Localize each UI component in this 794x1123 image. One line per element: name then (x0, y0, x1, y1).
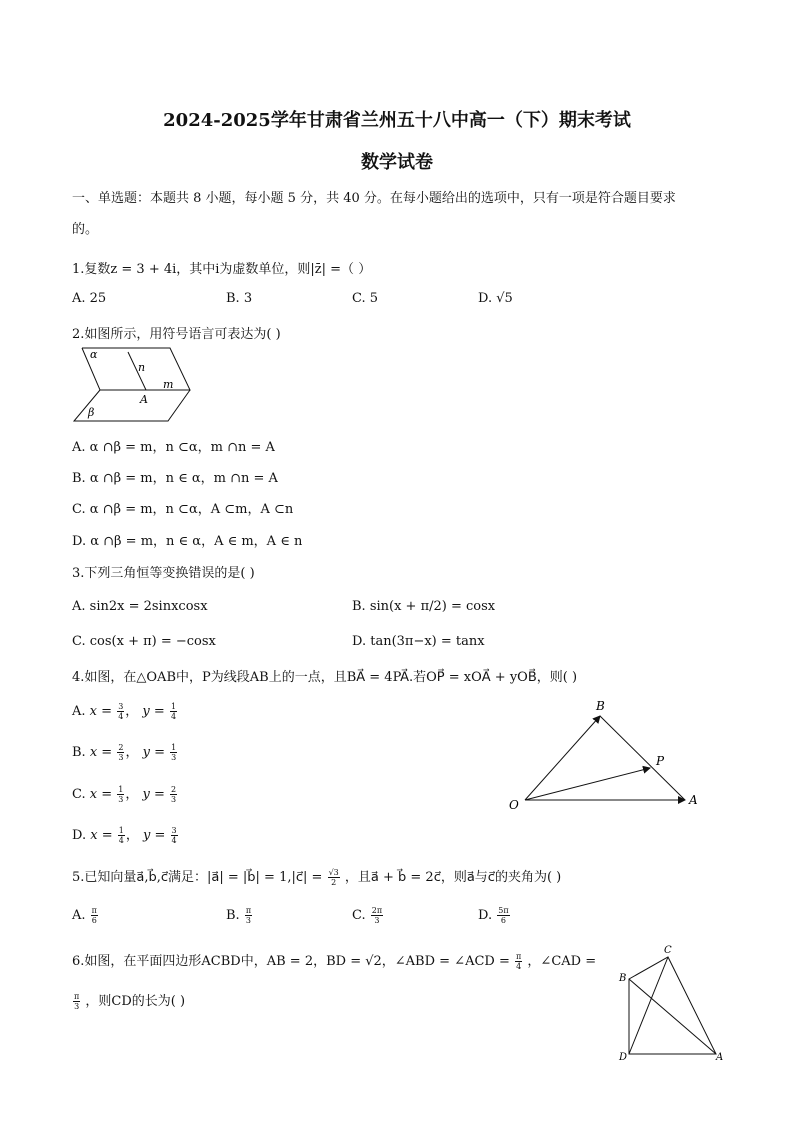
q6-label-C: C (664, 945, 672, 956)
q2-label-n: n (138, 361, 146, 374)
q5-stem-part1: 5.已知向量a⃗,b⃗,c⃗满足：|a⃗| = |b⃗| = 1,|c⃗| = (72, 870, 323, 885)
q5-option-b-label: B. (226, 908, 240, 923)
q4-option-d-x-frac: $\frac{1}{4}$ (118, 826, 124, 845)
q2-label-m: m (163, 378, 174, 391)
q5-option-b-frac: $\frac{\pi}{3}$ (245, 906, 252, 925)
q6-stem-part3: ，则CD的长为( ) (85, 994, 186, 1009)
q3-stem: 3.下列三角恒等变换错误的是( ) (72, 566, 255, 581)
q2-option-b: B. α ∩β = m，n ∈ α，m ∩n = A (72, 471, 278, 486)
q2-planes-figure (70, 344, 200, 426)
q6-label-B: B (619, 973, 627, 984)
q5-stem (72, 866, 561, 887)
q4-option-a-y-frac: $\frac{1}{4}$ (170, 702, 177, 721)
q3-option-a: A. sin2x = 2sinxcosx (72, 599, 208, 614)
q5-stem-frac: $\frac{√3}{2}$ (328, 868, 339, 887)
q3-option-d: D. tan(3π−x) = tanx (352, 634, 485, 649)
q5-option-c-label: C. (352, 908, 366, 923)
q4-option-b: B. x = $\frac{2}{3}$ ， y = $\frac{1}{3}$ (72, 743, 177, 762)
q2-label-A: A (140, 393, 148, 406)
q6-stem-frac2: $\frac{\pi}{3}$ (74, 992, 80, 1011)
exam-title: 2024-2025学年甘肃省兰州五十八中高一（下）期末考试 (163, 110, 631, 131)
q5-option-d (478, 906, 511, 925)
q4-option-c-y-frac: $\frac{2}{3}$ (171, 785, 177, 804)
q4-label-O: O (509, 798, 519, 812)
q5-option-c (352, 906, 384, 925)
section-header-line2: 的。 (72, 222, 99, 237)
q4-label-P: P (656, 754, 665, 768)
q4-option-c-x-frac: $\frac{1}{3}$ (118, 785, 124, 804)
q6-label-D: D (619, 1052, 628, 1063)
q2-label-beta: β (88, 406, 95, 419)
q4-option-a: A. x = $\frac{3}{4}$ ， y = $\frac{1}{4}$ (72, 702, 177, 721)
q4-label-B: B (596, 699, 605, 713)
q6-stem-line2 (72, 990, 185, 1011)
q4-option-b-label: B. (72, 745, 86, 760)
q4-triangle-figure (505, 696, 705, 816)
q5-option-c-frac: $\frac{2\pi}{3}$ (371, 906, 383, 925)
q5-option-d-label: D. (478, 908, 493, 923)
q6-stem-part1: 6.如图，在平面四边形ACBD中，AB = 2，BD = √2，∠ABD = ∠ACD = (72, 954, 510, 969)
q5-option-a (72, 906, 99, 925)
q5-stem-part2: ，且a⃗ + b⃗ = 2c⃗，则a⃗与c⃗的夹角为( ) (344, 870, 562, 885)
q4-option-b-y-frac: $\frac{1}{3}$ (171, 743, 177, 762)
q3-option-b: B. sin(x + π/2) = cosx (352, 599, 496, 614)
q4-option-d-y-frac: $\frac{3}{4}$ (171, 826, 177, 845)
q4-stem: 4.如图，在△OAB中，P为线段AB上的一点，且BA⃗ = 4PA⃗.若OP⃗ = xOA⃗ + yOB⃗，则( ) (72, 670, 578, 685)
q1-option-c: C. 5 (352, 291, 379, 306)
q2-option-c: C. α ∩β = m，n ⊂α，A ⊂m，A ⊂n (72, 502, 294, 517)
q2-option-a: A. α ∩β = m，n ⊂α，m ∩n = A (72, 440, 275, 455)
q4-option-d: D. x = $\frac{1}{4}$ ， y = $\frac{3}{4}$ (72, 826, 177, 845)
q4-option-a-label: A. (72, 704, 86, 719)
q4-option-c-label: C. (72, 787, 86, 802)
q1-option-a: A. 25 (72, 291, 107, 306)
q6-stem-frac1: $\frac{\pi}{4}$ (516, 952, 522, 971)
q5-option-a-frac: $\frac{\pi}{6}$ (91, 906, 97, 925)
exam-subtitle: 数学试卷 (361, 152, 433, 173)
q4-option-b-x-frac: $\frac{2}{3}$ (118, 743, 124, 762)
q4-option-a-x-frac: $\frac{3}{4}$ (118, 702, 124, 721)
q2-stem: 2.如图所示，用符号语言可表达为( ) (72, 327, 281, 342)
q4-option-c: C. x = $\frac{1}{3}$ ， y = $\frac{2}{3}$ (72, 785, 177, 804)
q5-option-a-label: A. (72, 908, 86, 923)
q6-stem-line1 (72, 950, 596, 971)
q6-stem-part2: ，∠CAD = (527, 954, 597, 969)
section-header-line1: 一、单选题：本题共 8 小题，每小题 5 分，共 40 分。在每小题给出的选项中，只有一项是符合题目要求 (72, 191, 676, 206)
q5-option-d-frac: $\frac{5\pi}{6}$ (498, 906, 509, 925)
q4-label-A: A (689, 793, 698, 807)
q6-quadrilateral-figure (612, 940, 728, 1064)
q1-stem: 1.复数z = 3 + 4i，其中i为虚数单位，则|z̄| =（ ） (72, 262, 372, 277)
q3-option-c: C. cos(x + π) = −cosx (72, 634, 216, 649)
q1-option-d: D. √5 (478, 291, 513, 306)
q2-label-alpha: α (90, 348, 98, 361)
q6-label-A: A (716, 1052, 724, 1063)
q2-option-d: D. α ∩β = m，n ∈ α，A ∈ m，A ∈ n (72, 534, 303, 549)
q4-option-d-label: D. (72, 828, 87, 843)
q1-option-b: B. 3 (226, 291, 253, 306)
q5-option-b (226, 906, 253, 925)
